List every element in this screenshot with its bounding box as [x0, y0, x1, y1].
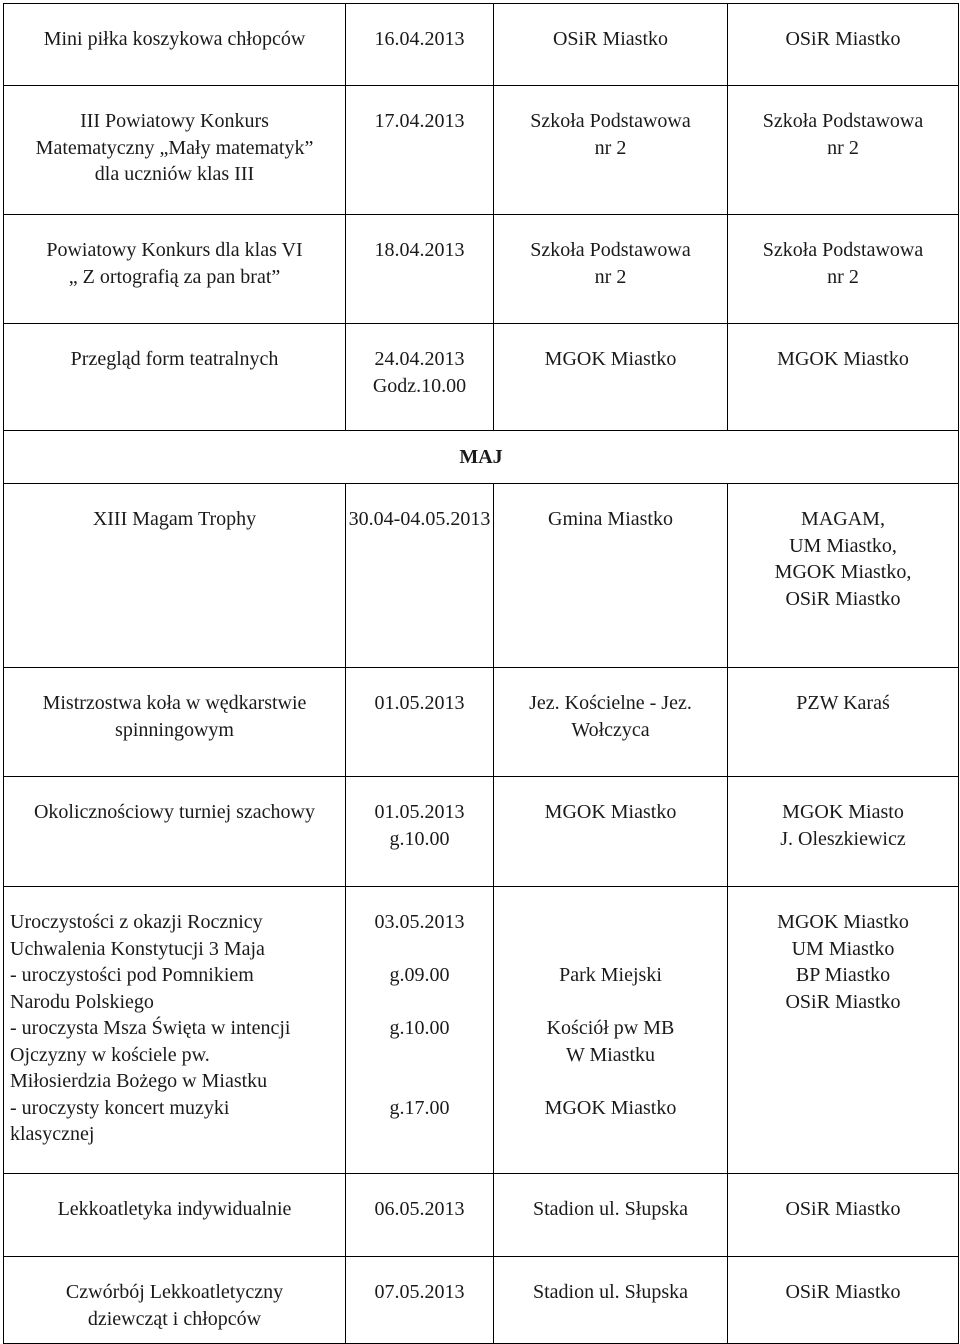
date-line: g.10.00 [389, 827, 450, 850]
event-line: Mistrzostwa koła w wędkarstwie [42, 692, 307, 714]
event-cell [4, 4, 346, 86]
event-cell [4, 324, 346, 431]
event-line: Uroczystości z okazji Rocznicy [10, 911, 263, 933]
event-cell [4, 484, 346, 668]
table-row [4, 1174, 959, 1257]
blank-line [494, 909, 727, 936]
place-cell [494, 887, 728, 1174]
date-cell [346, 668, 494, 777]
table-row [4, 431, 959, 484]
events-table [3, 3, 959, 1344]
date-cell [346, 4, 494, 86]
event-line: „ Z ortografią za pan brat” [68, 265, 281, 288]
event-cell [4, 887, 346, 1174]
event-cell [4, 215, 346, 324]
date-line: g.17.00 [389, 1096, 450, 1119]
organizer-line: UM Miastko [791, 937, 895, 960]
place-line: Stadion ul. Słupska [532, 1198, 688, 1220]
place-line: Kościół pw MB [546, 1017, 675, 1039]
date-cell [346, 1174, 494, 1257]
organizer-cell [728, 777, 959, 887]
table-row [4, 215, 959, 324]
place-cell [494, 668, 728, 777]
organizer-line: Szkoła Podstawowa [762, 110, 924, 132]
blank-line [346, 1068, 493, 1095]
date-line: 17.04.2013 [374, 110, 465, 132]
place-cell [494, 215, 728, 324]
date-line: 03.05.2013 [374, 911, 465, 933]
organizer-line: MGOK Miastko, [774, 561, 912, 583]
place-line: Gmina Miastko [548, 508, 673, 530]
month-heading: MAJ [4, 431, 959, 484]
place-line: Szkoła Podstawowa [530, 110, 691, 132]
date-line: g.09.00 [389, 964, 450, 986]
table-row [4, 1257, 959, 1344]
blank-line [346, 936, 493, 963]
organizer-cell [728, 484, 959, 668]
place-line: OSiR Miastko [552, 28, 669, 50]
event-line: spinningowym [115, 718, 234, 741]
event-line: III Powiatowy Konkurs [80, 110, 269, 132]
event-line: Okolicznościowy turniej szachowy [33, 801, 316, 823]
table-row [4, 777, 959, 887]
table-row [4, 887, 959, 1174]
place-line: Stadion ul. Słupska [532, 1281, 688, 1303]
place-cell [494, 86, 728, 215]
date-line: 16.04.2013 [374, 28, 465, 50]
date-cell [346, 887, 494, 1174]
blank-line [346, 989, 493, 1016]
organizer-line: MGOK Miasto [782, 801, 904, 823]
place-cell [494, 1174, 728, 1257]
date-cell [346, 215, 494, 324]
event-line: Matematyczny „Mały matematyk” [35, 136, 314, 159]
event-cell [4, 86, 346, 215]
blank-line [346, 1042, 493, 1069]
organizer-cell [728, 1174, 959, 1257]
place-line: MGOK Miastko [544, 348, 677, 370]
organizer-line: OSiR Miastko [785, 990, 901, 1013]
date-line: 01.05.2013 [374, 692, 465, 714]
event-line: klasycznej [10, 1123, 95, 1145]
event-line: Ojczyzny w kościele pw. [10, 1043, 210, 1066]
event-line: Mini piłka koszykowa chłopców [43, 28, 306, 50]
table-row [4, 4, 959, 86]
event-line: Narodu Polskiego [10, 990, 154, 1013]
organizer-line: OSiR Miastko [785, 1198, 901, 1220]
organizer-line: J. Oleszkiewicz [780, 827, 906, 850]
organizer-cell [728, 86, 959, 215]
table-row [4, 668, 959, 777]
place-line: MGOK Miastko [544, 1096, 677, 1119]
place-line: nr 2 [594, 136, 627, 159]
date-cell [346, 86, 494, 215]
organizer-line: OSiR Miastko [785, 28, 901, 50]
event-cell [4, 1257, 346, 1344]
event-line: Czwórbój Lekkoatletyczny [65, 1281, 284, 1303]
place-line: MGOK Miastko [544, 801, 677, 823]
organizer-line: nr 2 [827, 265, 859, 288]
organizer-line: Szkoła Podstawowa [762, 239, 924, 261]
organizer-cell [728, 887, 959, 1174]
organizer-cell [728, 215, 959, 324]
place-cell [494, 777, 728, 887]
event-line: Uchwalenia Konstytucji 3 Maja [10, 937, 265, 960]
organizer-line: MGOK Miastko [777, 348, 909, 370]
organizer-cell [728, 1257, 959, 1344]
organizer-cell [728, 668, 959, 777]
date-line: 24.04.2013 [374, 348, 465, 370]
date-line: 07.05.2013 [374, 1281, 465, 1303]
date-cell [346, 1257, 494, 1344]
place-line: W Miastku [565, 1043, 656, 1066]
place-cell [494, 1257, 728, 1344]
organizer-line: UM Miastko, [789, 534, 897, 557]
place-cell [494, 4, 728, 86]
date-cell [346, 777, 494, 887]
event-cell [4, 777, 346, 887]
date-line: 30.04-04.05.2013 [348, 508, 491, 530]
blank-line [494, 936, 727, 963]
events-table-body [4, 4, 959, 1344]
event-line: - uroczysty koncert muzyki [10, 1096, 230, 1119]
place-line: Jez. Kościelne - Jez. [529, 692, 692, 714]
date-line: 06.05.2013 [374, 1198, 465, 1220]
date-line: 18.04.2013 [374, 239, 465, 261]
table-row [4, 484, 959, 668]
event-line: Powiatowy Konkurs dla klas VI [46, 239, 303, 261]
place-line: Szkoła Podstawowa [530, 239, 691, 261]
organizer-line: MAGAM, [801, 508, 885, 530]
organizer-line: OSiR Miastko [785, 1281, 901, 1303]
table-row [4, 86, 959, 215]
blank-line [494, 1068, 727, 1095]
organizer-line: PZW Karaś [796, 692, 890, 714]
event-line: - uroczystości pod Pomnikiem [10, 964, 254, 986]
date-cell [346, 484, 494, 668]
date-cell [346, 324, 494, 431]
event-line: dziewcząt i chłopców [87, 1307, 262, 1330]
organizer-line: OSiR Miastko [785, 587, 901, 610]
table-row [4, 324, 959, 431]
organizer-cell [728, 324, 959, 431]
event-line: Przegląd form teatralnych [70, 348, 279, 370]
date-line: Godz.10.00 [372, 374, 467, 397]
place-line: Park Miejski [559, 964, 662, 986]
place-cell [494, 324, 728, 431]
organizer-line: nr 2 [827, 136, 859, 159]
organizer-line: BP Miastko [795, 964, 891, 986]
event-line: - uroczysta Msza Święta w intencji [10, 1017, 291, 1039]
event-cell [4, 1174, 346, 1257]
date-line: g.10.00 [389, 1017, 450, 1039]
blank-line [494, 989, 727, 1016]
date-line: 01.05.2013 [374, 801, 465, 823]
place-cell [494, 484, 728, 668]
event-line: dla uczniów klas III [94, 163, 255, 185]
event-cell [4, 668, 346, 777]
place-line: Wołczyca [571, 718, 650, 741]
organizer-line: MGOK Miastko [777, 911, 909, 933]
event-line: XIII Magam Trophy [92, 508, 257, 530]
event-line: Miłosierdzia Bożego w Miastku [10, 1070, 268, 1092]
organizer-cell [728, 4, 959, 86]
event-line: Lekkoatletyka indywidualnie [57, 1198, 292, 1220]
place-line: nr 2 [594, 265, 627, 288]
